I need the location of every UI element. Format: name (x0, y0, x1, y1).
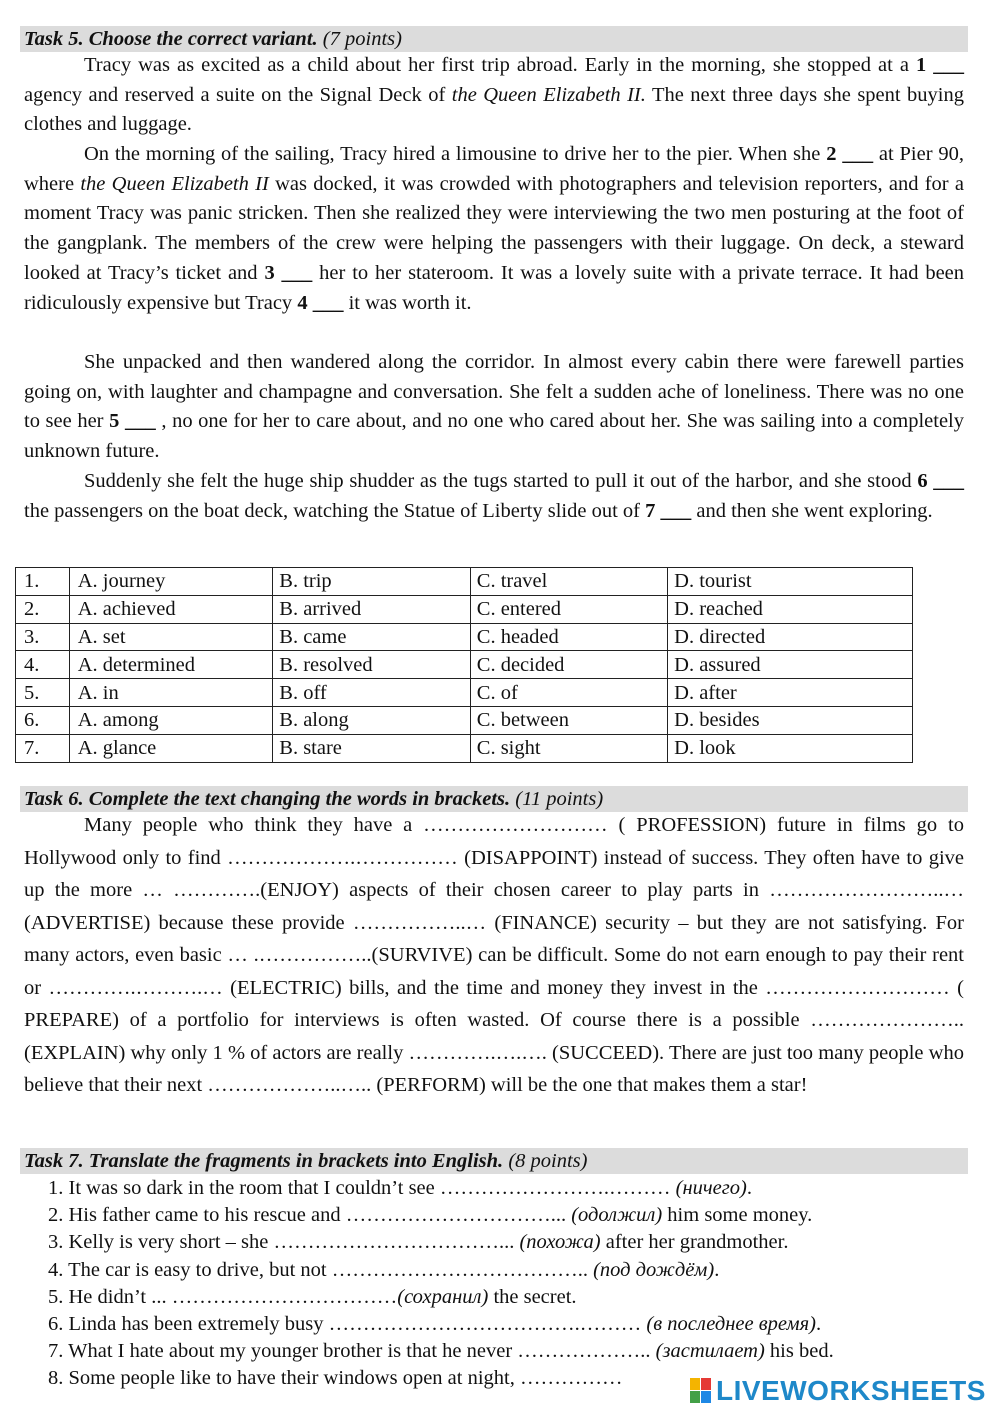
gap-4[interactable]: 4 ___ (297, 291, 344, 314)
list-item: 1. It was so dark in the room that I couldn’t see …………………….……… (ничего). (48, 1177, 752, 1199)
option-cell[interactable]: D. reached (668, 595, 913, 623)
task5-paragraph-1: Tracy was as excited as a child about her first trip abroad. Early in the morning, she stopped at a 1 ___ agency and reserved a suite on the Signal Deck of the Queen Elizabeth II. The next three days she spent buying clothes and luggage. (24, 54, 965, 136)
watermark-text: LIVEWORKSHEETS (716, 1375, 986, 1406)
option-cell[interactable]: B. arrived (273, 595, 470, 623)
option-cell[interactable]: C. decided (470, 651, 667, 679)
table-row (16, 623, 913, 651)
option-cell[interactable]: A. glance (69, 734, 273, 762)
task5-paragraph-3: She unpacked and then wandered along the corridor. In almost every cabin there were farewell parties going on, with laughter and champagne and conversation. She felt a sudden ache of loneliness. There was no one to see her 5 ___ , no one for her to care about, and no one who cared about her. She was sailing into a completely unknown future. (24, 351, 964, 463)
gap-2[interactable]: 2 ___ (826, 143, 874, 165)
row-number: 3. (16, 623, 70, 651)
task5-header (20, 26, 968, 52)
list-item: 7. What I hate about my younger brother is that he never ……………….. (застилает) his bed. (48, 1340, 834, 1363)
option-cell[interactable]: A. journey (69, 568, 273, 596)
option-cell[interactable]: C. headed (470, 623, 667, 651)
list-item: 4. The car is easy to drive, but not ……………………………….. (под дождём). (48, 1258, 720, 1281)
option-cell[interactable]: B. off (273, 679, 470, 707)
option-cell[interactable]: A. set (69, 623, 273, 651)
option-cell[interactable]: B. stare (273, 734, 470, 762)
gap-3[interactable]: 3 ___ (264, 261, 313, 284)
row-number: 1. (16, 568, 70, 596)
gap-1[interactable]: 1 ___ (915, 54, 965, 76)
option-cell[interactable]: D. directed (668, 623, 913, 651)
task6-title: Task 6. Complete the text changing the words in brackets. (24, 788, 511, 810)
option-cell[interactable]: D. tourist (668, 568, 913, 596)
liveworksheets-logo-icon (690, 1378, 712, 1404)
option-cell[interactable]: C. sight (470, 734, 667, 762)
option-cell[interactable]: D. besides (668, 706, 913, 734)
option-cell[interactable]: A. in (69, 679, 273, 707)
list-item: 5. He didn’t ... ……………………………(сохранил) the secret. (48, 1285, 577, 1308)
option-cell[interactable]: B. resolved (273, 651, 470, 679)
task6-text: Many people who think they have a ……………………… ( PROFESSION) future in films go to Hollywood only to find ……………….…………… (DISAPPOINT) instead of success. They often have to give up the more … ………….(ENJOY) aspects of their chosen career to play parts in ……………………..… (ADVERTISE) because these provide ……………..… (FINANCE) security – but they are not satisfying. For many actors, even basic … .……………..(SURVIVE) can be difficult. Some do not earn enough to pay their rent or ………….……….… (ELECTRIC) bills, and the time and money they invest in the ……………………… ( PREPARE) of a portfolio for interviews is often wasted. Of course there is a possible ………………….. (EXPLAIN) why only 1 % of actors are really ………….….…. (SUCCEED). There are just too many people who believe that their next ………………..….. (PERFORM) will be the one that makes them a star! (24, 814, 964, 1096)
row-number: 5. (16, 679, 70, 707)
option-cell[interactable]: A. among (69, 706, 273, 734)
option-cell[interactable]: C. between (470, 706, 667, 734)
table-row (16, 651, 913, 679)
row-number: 6. (16, 706, 70, 734)
task7-title: Task 7. Translate the fragments in brackets into English. (24, 1150, 504, 1172)
gap-5[interactable]: 5 ___ (109, 410, 156, 433)
option-cell[interactable]: A. determined (69, 651, 273, 679)
list-item: 6. Linda has been extremely busy ……………………………….……… (в последнее время). (48, 1312, 822, 1335)
table-row (16, 679, 913, 707)
table-row (16, 568, 913, 596)
task7-points: (8 points) (508, 1150, 588, 1172)
liveworksheets-logo (690, 1376, 986, 1406)
list-item: 8. Some people like to have their windows open at night, …………… (48, 1367, 623, 1390)
list-item: 3. Kelly is very short – she ……………………………... (похожа) after her grandmother. (48, 1231, 789, 1254)
table-row (16, 734, 913, 762)
option-cell[interactable]: C. of (470, 679, 667, 707)
option-cell[interactable]: D. look (668, 734, 913, 762)
option-cell[interactable]: A. achieved (69, 595, 273, 623)
option-cell[interactable]: D. assured (668, 651, 913, 679)
list-item: 2. His father came to his rescue and …………………………... (одолжил) him some money. (48, 1204, 813, 1227)
gap-6[interactable]: 6 ___ (917, 470, 965, 492)
task5-options-table (15, 567, 913, 763)
option-cell[interactable]: D. after (668, 679, 913, 707)
task5-points: (7 points) (322, 28, 402, 50)
task5-title: Task 5. Choose the correct variant. (24, 28, 318, 50)
table-row (16, 706, 913, 734)
option-cell[interactable]: B. came (273, 623, 470, 651)
task7-list (48, 1175, 968, 1393)
row-number: 4. (16, 651, 70, 679)
task6-points: (11 points) (515, 788, 604, 810)
option-cell[interactable]: C. travel (470, 568, 667, 596)
table-row (16, 595, 913, 623)
row-number: 2. (16, 595, 70, 623)
task7-header (20, 1148, 968, 1174)
task5-paragraph-2: On the morning of the sailing, Tracy hired a limousine to drive her to the pier. When she 2 ___ at Pier 90, where the Queen Elizabeth II was docked, it was crowded with photographers and television reporters, and for a moment Tracy was panic stricken. Then she realized they were interviewing the two men posturing at the foot of the gangplank. The members of the crew were helping the passengers with their luggage. On deck, a steward looked at Tracy’s ticket and 3 ___ her to her stateroom. It was a lovely suite with a private terrace. It had been ridiculously expensive but Tracy 4 ___ it was worth it. (24, 143, 965, 314)
gap-7[interactable]: 7 ___ (645, 499, 692, 522)
row-number: 7. (16, 734, 70, 762)
task5-paragraph-4: Suddenly she felt the huge ship shudder as the tugs started to pull it out of the harbor, and she stood 6 ___ the passengers on the boat deck, watching the Statue of Liberty slide out of 7 ___ and then she went exploring. (24, 470, 965, 522)
option-cell[interactable]: B. trip (273, 568, 470, 596)
option-cell[interactable]: B. along (273, 706, 470, 734)
option-cell[interactable]: C. entered (470, 595, 667, 623)
